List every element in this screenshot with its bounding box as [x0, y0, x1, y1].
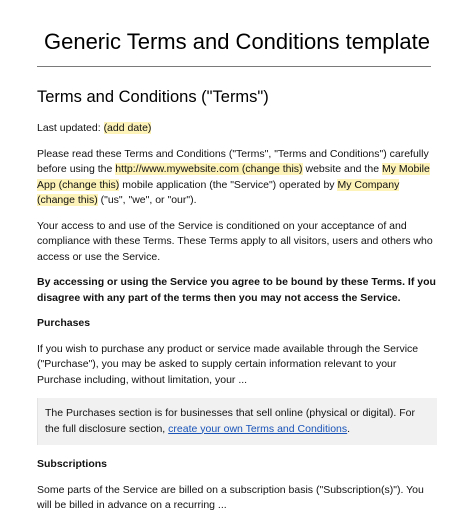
last-updated-date-placeholder: (add date)	[103, 122, 152, 134]
document-heading: Terms and Conditions ("Terms")	[37, 88, 269, 106]
intro-text-2: website and the	[302, 163, 382, 175]
purchases-paragraph: If you wish to purchase any product or service made available through the Service ("Purchase"), you may be asked to supply certain information relevant to your Purchase including, without limitation, your ...	[37, 342, 419, 386]
intro-text-4: ("us", "we", or "our").	[97, 194, 197, 206]
page-title: Generic Terms and Conditions template	[43, 29, 430, 54]
last-updated-line	[37, 121, 437, 137]
subscriptions-heading: Subscriptions	[37, 458, 108, 470]
app-name-placeholder: My Mobile App (change this)	[37, 163, 430, 191]
purchases-note-end: .	[347, 422, 351, 435]
purchases-note-box	[37, 398, 437, 445]
create-terms-link[interactable]: create your own Terms and Conditions	[168, 422, 348, 435]
intro-text-1: Please read these Terms and Conditions ("Terms", "Terms and Conditions") carefully before using the	[37, 147, 429, 175]
access-paragraph: Your access to and use of the Service is conditioned on your acceptance of and compliance with these Terms. These Terms apply to all visitors, users and others who access or use the Service.	[37, 219, 433, 263]
purchases-heading: Purchases	[37, 317, 91, 329]
title-divider	[37, 66, 431, 67]
agreement-paragraph: By accessing or using the Service you agree to be bound by these Terms. If you disagree with any part of the terms then you may not access the Service.	[37, 276, 436, 304]
company-name-placeholder: My Company (change this)	[37, 178, 400, 206]
intro-text-3: mobile application (the "Service") operated by	[119, 178, 338, 191]
last-updated-label: Last updated:	[37, 122, 104, 134]
intro-paragraph	[37, 147, 437, 209]
subscriptions-paragraph: Some parts of the Service are billed on a subscription basis ("Subscription(s)"). You will be billed in advance on a recurring ...	[37, 483, 424, 511]
document-body	[37, 86, 437, 524]
purchases-note-text: The Purchases section is for businesses that sell online (physical or digital). For the full disclosure section,	[45, 407, 416, 435]
website-placeholder: http://www.mywebsite.com (change this)	[115, 163, 303, 175]
